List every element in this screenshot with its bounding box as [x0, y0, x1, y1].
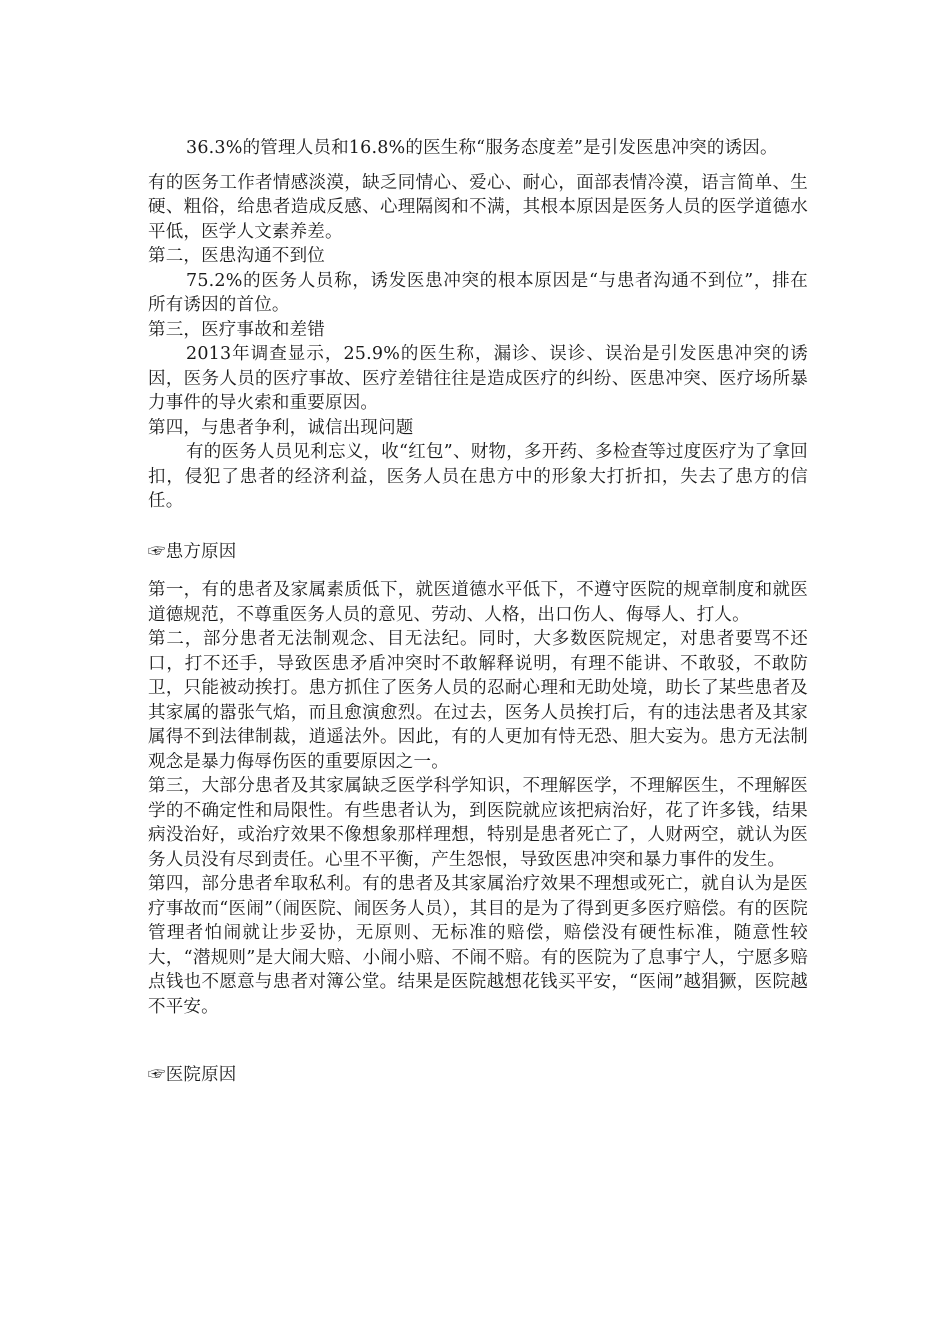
second-paragraph: 75.2%的医务人员称，诱发医患冲突的根本原因是“与患者沟通不到位”，排在所有诱因的首位。 — [148, 270, 808, 315]
section-patient-title: ☞患方原因 — [148, 541, 237, 562]
third-paragraph: 2013年调查显示，25.9%的医生称，漏诊、误诊、误治是引发医患冲突的诱因，医务人员的医疗事故、医疗差错往往是造成医疗的纠纷、医患冲突、医疗场所暴力事件的导火索和重要原因。 — [148, 344, 808, 413]
heading-fourth: 第四，与患者争利，诚信出现问题 — [148, 417, 414, 438]
heading-third: 第三，医疗事故和差错 — [148, 319, 325, 340]
patient-paragraph-2: 第二，部分患者无法制观念、目无法纪。同时，大多数医院规定，对患者要骂不还口，打不还手，导致医患矛盾冲突时不敢解释说明，有理不能讲、不敢驳，不敢防卫，只能被动挨打。患方抓住了医务人员的忍耐心理和无助处境，助长了某些患者及其家属的嚣张气焰，而且愈演愈烈。在过去，医务人员挨打后，有的违法患者及其家属得不到法律制裁，逍遥法外。因此，有的人更加有恃无恐、胆大妄为。患方无法制观念是暴力侮辱伤医的重要原因之一。 — [148, 629, 808, 772]
intro-paragraph: 36.3%的管理人员和16.8%的医生称“服务态度差”是引发医患冲突的诱因。 — [186, 138, 778, 158]
patient-paragraph-4: 第四，部分患者牟取私利。有的患者及其家属治疗效果不理想或死亡，就自认为是医疗事故而“医闹”（闹医院、闹医务人员），其目的是为了得到更多医疗赔偿。有的医院管理者怕闹就让步妥协，无原则、无标准的赔偿，赔偿没有硬性标准，随意性较大，“潜规则”是大闹大赔、小闹小赔、不闹不赔。有的医院为了息事宁人，宁愿多赔点钱也不愿意与患者对簿公堂。结果是医院越想花钱买平安，“医闹”越猖獗，医院越不平安。 — [148, 874, 808, 1017]
attitude-paragraph: 有的医务工作者情感淡漠，缺乏同情心、爱心、耐心，面部表情冷漠，语言简单、生硬、粗俗，给患者造成反感、心理隔阂和不满，其根本原因是医务人员的医学道德水平低，医学人文素养差。 — [148, 172, 808, 242]
fourth-paragraph: 有的医务人员见利忘义，收“红包”、财物，多开药、多检查等过度医疗为了拿回扣，侵犯了患者的经济利益，医务人员在患方中的形象大打折扣，失去了患方的信任。 — [148, 442, 808, 511]
heading-second: 第二，医患沟通不到位 — [148, 246, 325, 266]
patient-paragraph-3: 第三，大部分患者及其家属缺乏医学科学知识，不理解医学，不理解医生，不理解医学的不确定性和局限性。有些患者认为，到医院就应该把病治好，花了许多钱，结果病没治好，或治疗效果不像想象那样理想，特别是患者死亡了，人财两空，就认为医务人员没有尽到责任。心里不平衡，产生怨恨，导致医患冲突和暴力事件的发生。 — [148, 776, 808, 870]
patient-paragraph-1: 第一，有的患者及家属素质低下，就医道德水平低下，不遵守医院的规章制度和就医道德规范，不尊重医务人员的意见、劳动、人格，出口伤人、侮辱人、打人。 — [148, 580, 808, 625]
section-hospital-title: ☞医院原因 — [148, 1065, 237, 1085]
document-body — [148, 136, 808, 1088]
